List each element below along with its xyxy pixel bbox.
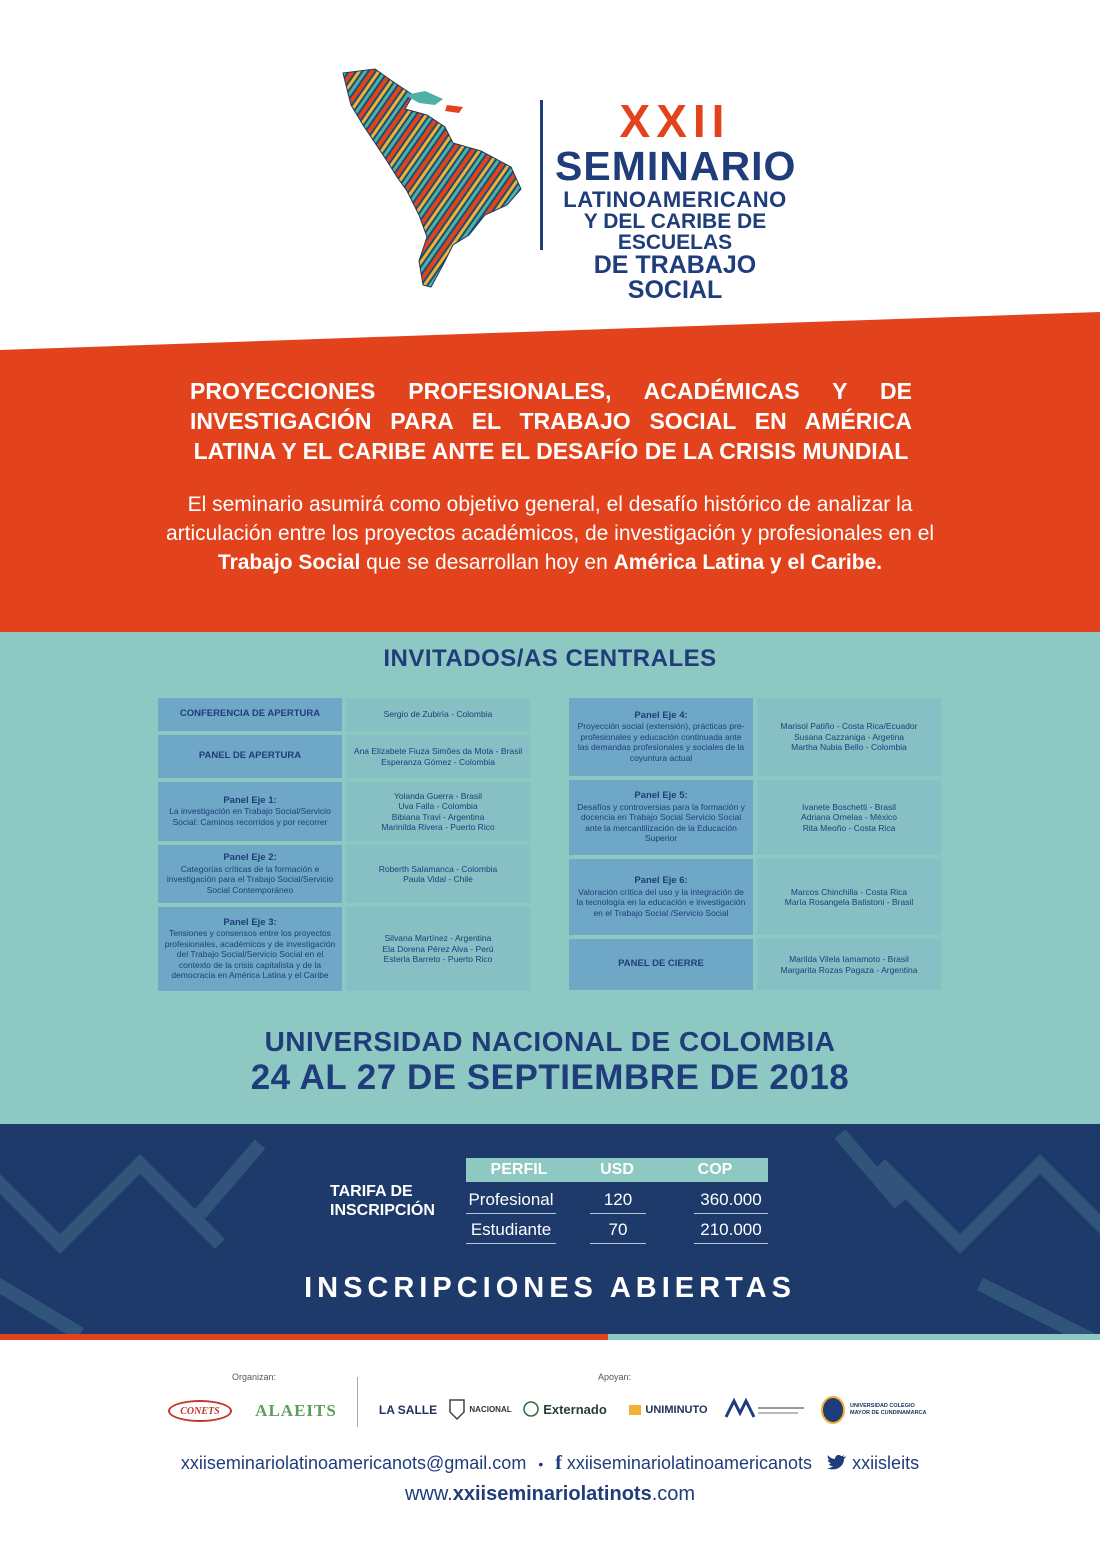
program-session bbox=[158, 782, 342, 841]
speaker: Martha Nubia Bello - Colombia bbox=[791, 742, 907, 753]
program-session bbox=[569, 698, 753, 776]
program-session bbox=[158, 907, 342, 991]
fees-header-cop: COP bbox=[662, 1158, 768, 1182]
speaker: Ela Dorena Pérez Alva - Perú bbox=[382, 943, 494, 954]
contact-line bbox=[0, 1452, 1100, 1475]
apoyan-label: Apoyan: bbox=[598, 1372, 632, 1382]
speaker: Sergio de Zubiría - Colombia bbox=[383, 709, 493, 720]
venue: UNIVERSIDAD NACIONAL DE COLOMBIA bbox=[264, 1026, 836, 1057]
title-divider bbox=[540, 100, 543, 250]
fee-profile-professional: Profesional bbox=[466, 1187, 556, 1214]
session-title: Panel Eje 1: bbox=[223, 794, 277, 806]
session-speakers bbox=[346, 907, 530, 991]
conets-logo-text: CONETS bbox=[180, 1405, 220, 1417]
seminar-objective bbox=[150, 490, 950, 577]
lasalle-logo bbox=[376, 1398, 440, 1422]
footer-divider bbox=[357, 1377, 358, 1427]
session-title: PANEL DE CIERRE bbox=[618, 958, 704, 970]
website-name: xxiiseminariolatinots bbox=[452, 1483, 652, 1505]
uniminuto-logo bbox=[622, 1398, 714, 1422]
fee-usd-student: 70 bbox=[590, 1217, 646, 1244]
speaker: Silvana Martínez - Argentina bbox=[384, 933, 492, 944]
speaker: Esperanza Gómez - Colombia bbox=[381, 756, 495, 767]
title-line-4: DE TRABAJO SOCIAL bbox=[593, 251, 757, 304]
program-session bbox=[158, 735, 342, 778]
website-suffix: .com bbox=[651, 1483, 696, 1505]
conets-logo bbox=[168, 1400, 232, 1422]
title-line-3: Y DEL CARIBE DE ESCUELAS bbox=[583, 210, 767, 254]
session-speakers bbox=[346, 845, 530, 903]
fees-header-perfil: PERFIL bbox=[466, 1158, 572, 1182]
speaker: Adriana Ornelas - México bbox=[801, 812, 897, 823]
contact-separator: • bbox=[538, 1456, 544, 1472]
website-prefix: www. bbox=[404, 1483, 453, 1505]
session-title: Panel Eje 5: bbox=[634, 790, 688, 802]
session-title: Panel Eje 4: bbox=[634, 709, 688, 721]
edition-number: XXII bbox=[619, 95, 731, 147]
fee-profile-student: Estudiante bbox=[466, 1217, 556, 1244]
externado-logo bbox=[522, 1396, 608, 1422]
speaker: Bibiana Travi - Argentina bbox=[391, 811, 485, 822]
speaker: Paula Vidal - Chile bbox=[403, 874, 473, 884]
speaker: Rita Meoño - Costa Rica bbox=[802, 822, 896, 833]
alaeits-logo bbox=[248, 1400, 344, 1422]
red-stripe bbox=[0, 1334, 608, 1340]
facebook-icon: f bbox=[555, 1452, 562, 1474]
session-description: Valoración crítica del uso y la integración de la tecnología en la educación e investigación en el Trabajo Social /Servicio Social bbox=[576, 886, 746, 918]
session-speakers bbox=[757, 780, 941, 855]
session-speakers bbox=[346, 698, 530, 731]
fees-header-usd: USD bbox=[572, 1158, 662, 1182]
organizan-label: Organizan: bbox=[232, 1372, 277, 1382]
session-description: La investigación en Trabajo Social/Servicio Social: Caminos recorridos y por recorrer bbox=[169, 806, 331, 827]
session-title: Panel Eje 3: bbox=[223, 916, 277, 928]
fee-cop-student: 210.000 bbox=[694, 1217, 768, 1244]
corporacion-mark-icon bbox=[724, 1397, 808, 1421]
event-title bbox=[555, 95, 797, 304]
speaker: Marisol Patiño - Costa Rica/Ecuador bbox=[780, 721, 918, 732]
externado-logo-text: Externado bbox=[543, 1401, 607, 1417]
program-session bbox=[569, 859, 753, 935]
website-link[interactable] bbox=[0, 1483, 1100, 1506]
fee-usd-professional: 120 bbox=[590, 1187, 646, 1214]
lasalle-logo-text: LA SALLE bbox=[378, 1403, 438, 1417]
latin-america-map-logo bbox=[335, 65, 535, 290]
uniminuto-mark-icon bbox=[628, 1404, 642, 1416]
session-title: CONFERENCIA DE APERTURA bbox=[179, 708, 321, 720]
red-band bbox=[0, 280, 1100, 680]
session-speakers bbox=[757, 859, 941, 935]
objective-text-2: que se desarrollan hoy en bbox=[360, 551, 614, 574]
session-title: Panel Eje 2: bbox=[223, 852, 277, 863]
event-dates: 24 AL 27 DE SEPTIEMBRE DE 2018 bbox=[250, 1058, 850, 1097]
seminar-theme: PROYECCIONES PROFESIONALES, ACADÉMICAS Y DE INVESTIGACIÓN PARA EL TRABAJO SOCIAL EN AMÉRICA LATINA Y EL CARIBE ANTE EL DESAFÍO DE LA CRISIS MUNDIAL bbox=[190, 378, 912, 464]
speaker: Marinilda Rivera - Puerto Rico bbox=[381, 822, 495, 832]
teal-stripe bbox=[608, 1334, 1100, 1340]
speaker: Marcos Chinchilla - Costa Rica bbox=[790, 886, 908, 897]
invitados-title: INVITADOS/AS CENTRALES bbox=[383, 645, 717, 672]
speaker: María Rosangela Batistoni - Brasil bbox=[784, 897, 914, 907]
speaker: Esterla Barreto - Puerto Rico bbox=[383, 954, 493, 965]
fees-label bbox=[330, 1182, 435, 1220]
speaker: Susana Cazzaniga - Argetina bbox=[793, 731, 905, 742]
nacional-logo-text: NACIONAL bbox=[469, 1404, 512, 1414]
session-description: Tensiones y consensos entre los proyectos profesionales, académicos y de investigación del Trabajo Social/Servicio Social en el contexto de la crisis capitalista y de la democracia en América Latina y el Caribe bbox=[164, 928, 336, 980]
program-session bbox=[158, 698, 342, 731]
fees-label-line-1: TARIFA DE bbox=[330, 1183, 413, 1200]
title-seminario: SEMINARIO bbox=[555, 143, 797, 189]
session-speakers bbox=[757, 939, 941, 990]
fee-cop-professional: 360.000 bbox=[694, 1187, 768, 1214]
session-description: Categorías críticas de la formación e investigación para el Trabajo Social/Servicio Social Contemporáneo bbox=[166, 863, 334, 895]
colegio-mayor-logo-text: UNIVERSIDAD COLEGIO MAYOR DE CUNDINAMARCA bbox=[850, 1403, 927, 1416]
colegio-mayor-logo bbox=[818, 1394, 932, 1426]
session-speakers bbox=[757, 698, 941, 776]
corporacion-logo bbox=[724, 1396, 808, 1422]
twitter-icon bbox=[827, 1454, 847, 1475]
title-line-2: LATINOAMERICANO bbox=[563, 187, 787, 212]
speaker: Marilda Vilela Iamamoto - Brasil bbox=[789, 954, 909, 964]
speaker: Ivanete Boschetti - Brasil bbox=[801, 801, 896, 812]
universidad-nacional-logo bbox=[448, 1394, 512, 1424]
colegio-mayor-crest-icon bbox=[820, 1395, 846, 1425]
objective-text-1: El seminario asumirá como objetivo general, el desafío histórico de analizar la articulación entre los proyectos académicos, de investigación y profesionales en el bbox=[165, 493, 935, 545]
alaeits-logo-text: ALAEITS bbox=[255, 1401, 337, 1420]
objective-bold-1: Trabajo Social bbox=[217, 551, 361, 574]
session-title: PANEL DE APERTURA bbox=[198, 750, 302, 762]
facebook-handle[interactable]: xxiiseminariolatinoamericanots bbox=[566, 1453, 813, 1473]
objective-bold-2: América Latina y el Caribe. bbox=[613, 551, 883, 574]
speaker: Uva Falla - Colombia bbox=[398, 801, 478, 811]
twitter-handle[interactable]: xxiisleits bbox=[852, 1453, 920, 1473]
speaker: Roberth Salamanca - Colombia bbox=[378, 863, 498, 874]
session-title: Panel Eje 6: bbox=[634, 875, 688, 886]
speaker: Yolanda Guerra - Brasil bbox=[393, 790, 483, 801]
uniminuto-logo-text: UNIMINUTO bbox=[645, 1404, 708, 1416]
program-session bbox=[569, 939, 753, 990]
session-description: Desafíos y controversias para la formación y docencia en Trabajo Social Servicio Social ante la mercantilización de la Educación Superior bbox=[577, 801, 745, 844]
contact-email[interactable]: xxiiseminariolatinoamericanots@gmail.com bbox=[180, 1453, 527, 1473]
fees-label-line-2: INSCRIPCIÓN bbox=[330, 1202, 435, 1219]
session-description: Proyección social (extensión), prácticas pre-profesionales y educación continuada ante las demandas profesionales y sociales de la coyuntura actual bbox=[577, 721, 745, 763]
registration-open: INSCRIPCIONES ABIERTAS bbox=[304, 1272, 796, 1304]
speaker: Margarita Rozas Pagaza - Argentina bbox=[780, 964, 918, 975]
program-session bbox=[569, 780, 753, 855]
externado-crest-icon bbox=[523, 1401, 539, 1417]
speaker: Ana Elizabete Fiuza Simões da Mota - Brasil bbox=[353, 746, 523, 756]
session-speakers bbox=[346, 782, 530, 841]
session-speakers bbox=[346, 735, 530, 778]
program-session bbox=[158, 845, 342, 903]
nacional-crest-icon bbox=[448, 1398, 466, 1420]
